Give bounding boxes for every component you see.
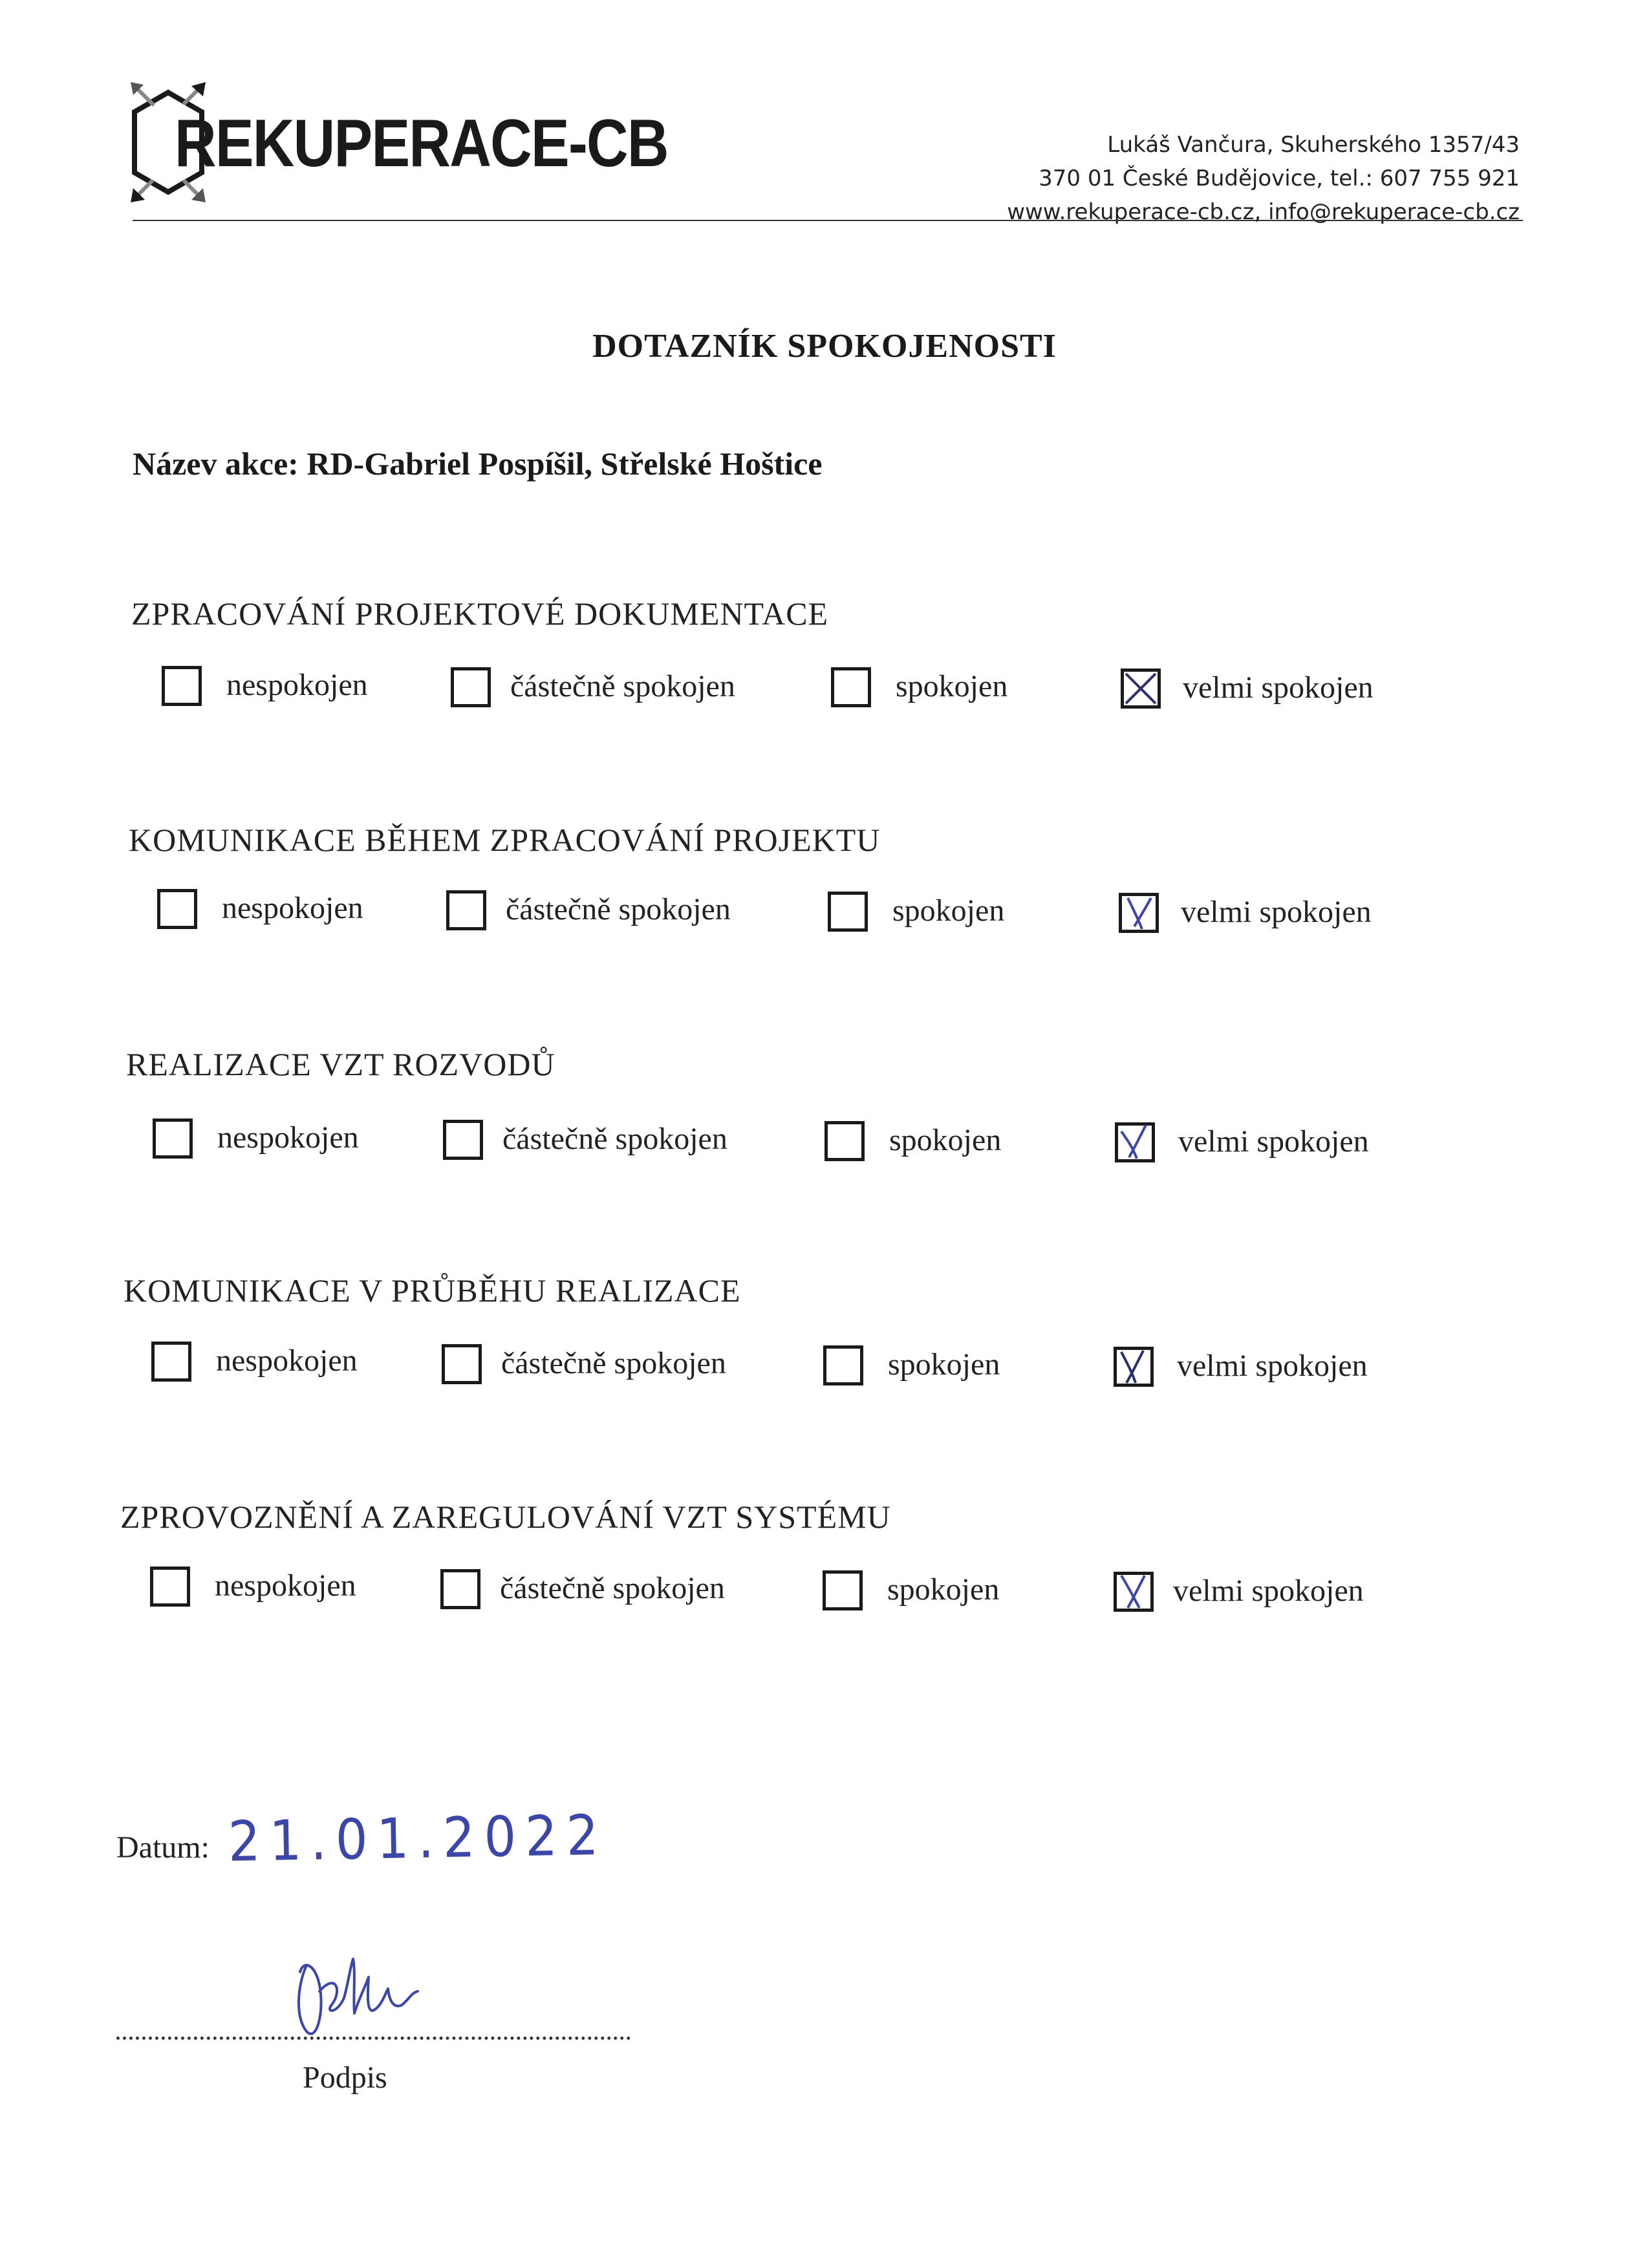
checkbox[interactable] [150,1567,190,1607]
checkbox[interactable] [823,1345,863,1385]
project-name: Název akce: RD-Gabriel Pospíšil, Střelské Hoštice [133,445,823,482]
option-label: částečně spokojen [510,669,735,703]
option-label: nespokojen [226,668,368,702]
option-label: spokojen [896,669,1008,703]
option-label: částečně spokojen [506,892,731,926]
checkbox[interactable] [153,1118,193,1159]
check-mark-icon [1115,1122,1155,1162]
option-label: spokojen [889,1123,1002,1157]
survey-section-1 [0,588,1649,756]
section-title: ZPROVOZNĚNÍ A ZAREGULOVÁNÍ VZT SYSTÉMU [120,1499,891,1535]
company-address: Lukáš Vančura, Skuherského 1357/43 [1107,132,1520,158]
check-mark-icon [1114,1572,1154,1612]
section-title: KOMUNIKACE V PRŮBĚHU REALIZACE [124,1272,741,1309]
option-label: spokojen [892,893,1005,928]
page-title: DOTAZNÍK SPOKOJENOSTI [592,328,1057,365]
option-label: velmi spokojen [1177,1349,1368,1383]
option-label: velmi spokojen [1183,670,1374,705]
checkbox-checked[interactable] [1119,893,1159,933]
signature-label: Podpis [303,2060,387,2095]
option-label: nespokojen [222,891,363,925]
section-title: REALIZACE VZT ROZVODŮ [126,1046,555,1082]
company-logo [129,81,668,204]
survey-section-2 [0,813,1649,981]
section-title: ZPRACOVÁNÍ PROJEKTOVÉ DOKUMENTACE [131,595,829,632]
checkbox-checked[interactable] [1114,1572,1154,1612]
option-label: velmi spokojen [1178,1124,1369,1159]
survey-section-3 [0,1038,1649,1206]
header-divider [133,220,1523,221]
option-label: velmi spokojen [1173,1574,1364,1608]
signature-line [116,2037,630,2040]
option-label: částečně spokojen [500,1571,725,1605]
option-label: spokojen [887,1572,1000,1607]
option-label: nespokojen [217,1120,359,1155]
checkbox[interactable] [823,1570,863,1610]
option-label: částečně spokojen [501,1346,726,1380]
option-label: spokojen [888,1347,1000,1382]
section-title: KOMUNIKACE BĚHEM ZPRACOVÁNÍ PROJEKTU [129,822,881,858]
option-label: velmi spokojen [1181,895,1372,929]
option-label: částečně spokojen [502,1122,727,1156]
checkbox-checked[interactable] [1121,669,1161,709]
date-label: Datum: [116,1830,210,1865]
survey-section-4 [0,1264,1649,1432]
company-city-phone: 370 01 České Budějovice, tel.: 607 755 921 [1039,166,1520,191]
checkbox[interactable] [442,1344,482,1384]
signature-icon [291,1946,446,2049]
checkbox-checked[interactable] [1115,1122,1155,1162]
checkbox[interactable] [443,1120,483,1160]
check-mark-icon [1121,669,1161,709]
checkbox[interactable] [446,890,486,930]
company-web-email: www.rekuperace-cb.cz, info@rekuperace-cb.cz [1007,199,1520,225]
checkbox[interactable] [157,889,197,929]
date-handwritten: 21.01.2022 [228,1803,609,1874]
company-info [873,128,1520,229]
logo-text: REKUPERACE-CB [175,106,668,181]
checkbox[interactable] [831,667,871,707]
checkbox[interactable] [451,667,491,707]
survey-section-5 [0,1490,1649,1658]
check-mark-icon [1119,893,1159,933]
checkbox[interactable] [440,1569,480,1609]
checkbox[interactable] [828,892,868,932]
checkbox-checked[interactable] [1114,1347,1154,1387]
checkbox[interactable] [824,1121,865,1161]
option-label: nespokojen [216,1343,358,1378]
option-label: nespokojen [215,1568,356,1603]
checkbox[interactable] [151,1342,191,1382]
checkbox[interactable] [162,666,202,706]
check-mark-icon [1114,1347,1154,1387]
